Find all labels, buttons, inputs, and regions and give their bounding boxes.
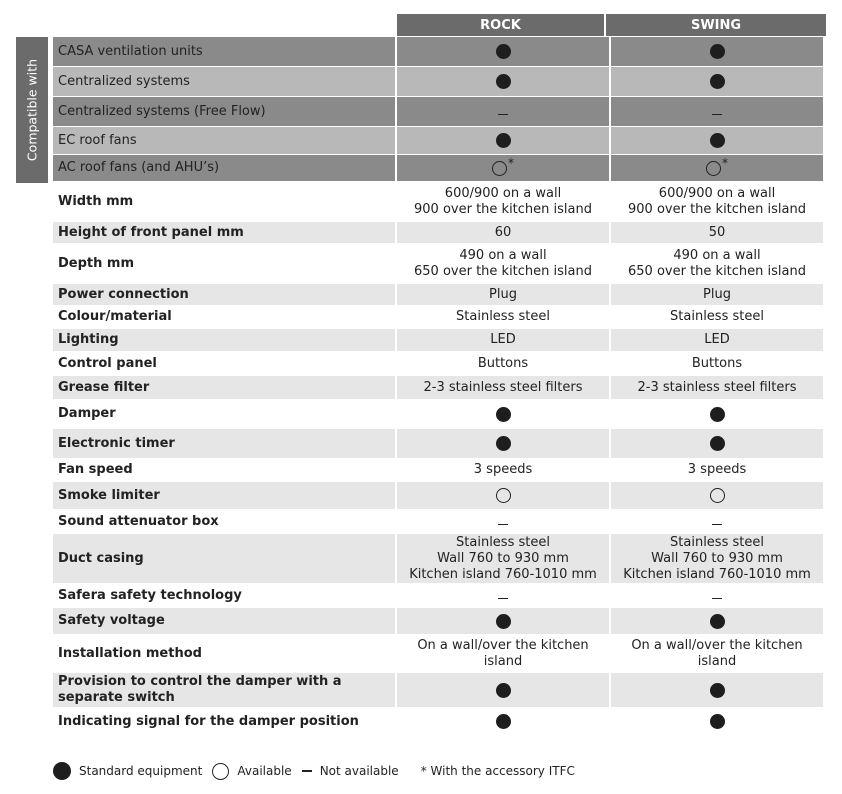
row-label: EC roof fans [53, 127, 395, 154]
cell-swing [609, 534, 823, 583]
dash-icon [498, 598, 508, 600]
row-label: Fan speed [53, 459, 395, 481]
row-label: Safera safety technology [53, 584, 395, 607]
cell-rock [395, 352, 609, 375]
table-row [53, 155, 826, 182]
cell-swing [609, 306, 823, 328]
cell-text: LED [704, 332, 730, 347]
filled-dot-icon [496, 436, 511, 451]
cell-swing [609, 510, 823, 533]
cell-text: 60 [494, 224, 512, 240]
legend [53, 762, 585, 780]
cell-rock [395, 182, 609, 221]
cell-swing [609, 182, 823, 221]
cell-rock [395, 459, 609, 481]
cell-text: 490 on a wall 650 over the kitchen island [628, 247, 806, 279]
compatible-with-label: Compatible with [16, 37, 48, 183]
dash-icon [302, 770, 312, 772]
filled-dot-icon [710, 44, 725, 59]
table-row [53, 222, 826, 244]
cell-rock [395, 608, 609, 634]
table-row [53, 510, 826, 534]
row-label: Safety voltage [53, 608, 395, 634]
legend-available: Available [212, 763, 291, 780]
filled-dot-icon [496, 407, 511, 422]
table-row [53, 329, 826, 352]
cell-swing [609, 329, 823, 351]
legend-not-available: Not available [302, 764, 399, 778]
cell-swing [609, 635, 823, 672]
cell-swing [609, 352, 823, 375]
cell-swing [609, 584, 823, 607]
table-row [53, 429, 826, 459]
table-row [53, 635, 826, 673]
cell-rock [395, 376, 609, 399]
cell-text: 600/900 on a wall 900 over the kitchen island [414, 185, 592, 217]
filled-dot-icon [496, 683, 511, 698]
table-row [53, 400, 826, 429]
cell-rock [395, 127, 609, 154]
cell-rock [395, 284, 609, 305]
cell-text: Buttons [477, 355, 529, 371]
table-row [53, 376, 826, 400]
table-row [53, 584, 826, 608]
row-label: Lighting [53, 329, 395, 351]
row-label: Damper [53, 400, 395, 428]
filled-dot-icon [496, 133, 511, 148]
row-label: Indicating signal for the damper position [53, 708, 395, 735]
table-row [53, 244, 826, 284]
table-row [53, 673, 826, 708]
cell-rock [395, 510, 609, 533]
row-label: Control panel [53, 352, 395, 375]
filled-dot-icon [710, 614, 725, 629]
empty-ring-icon [492, 161, 507, 176]
cell-rock [395, 306, 609, 328]
cell-rock [395, 97, 609, 126]
filled-dot-icon [710, 436, 725, 451]
cell-swing [609, 37, 823, 66]
cell-text: Stainless steel [456, 309, 550, 324]
table-row [53, 708, 826, 736]
cell-rock [395, 222, 609, 243]
filled-dot-icon [53, 762, 71, 780]
cell-text: 600/900 on a wall 900 over the kitchen island [628, 185, 806, 217]
cell-text: Stainless steel Wall 760 to 930 mm Kitchen island 760-1010 mm [623, 534, 811, 582]
table-row [53, 459, 826, 482]
filled-dot-icon [710, 714, 725, 729]
row-label: Smoke limiter [53, 482, 395, 509]
cell-text: Stainless steel [670, 309, 764, 324]
legend-standard: Standard equipment [53, 762, 202, 780]
cell-swing [609, 429, 823, 458]
dash-icon [712, 114, 722, 116]
cell-swing [609, 376, 823, 399]
table-row [53, 534, 826, 584]
filled-dot-icon [496, 74, 511, 89]
cell-text: LED [490, 332, 516, 347]
row-label: Height of front panel mm [53, 222, 395, 243]
row-label: Duct casing [53, 534, 395, 583]
cell-swing [609, 708, 823, 735]
cell-text: 3 speeds [473, 462, 533, 477]
filled-dot-icon [710, 133, 725, 148]
filled-dot-icon [496, 714, 511, 729]
cell-swing [609, 400, 823, 428]
cell-swing [609, 155, 823, 181]
filled-dot-icon [496, 614, 511, 629]
table-row [53, 127, 826, 155]
cell-rock [395, 482, 609, 509]
cell-swing [609, 222, 823, 243]
row-label: Provision to control the damper with a separate switch [53, 673, 395, 707]
cell-rock [395, 37, 609, 66]
row-label: Installation method [53, 635, 395, 672]
dash-icon [498, 524, 508, 526]
cell-rock [395, 329, 609, 351]
cell-swing [609, 67, 823, 96]
column-header-swing: SWING [606, 14, 826, 36]
table-row [53, 37, 826, 67]
row-label: Width mm [53, 182, 395, 221]
cell-swing [609, 459, 823, 481]
row-label: AC roof fans (and AHU’s) [53, 155, 395, 181]
cell-text: Plug [489, 286, 517, 302]
cell-rock [395, 584, 609, 607]
cell-swing [609, 608, 823, 634]
cell-rock [395, 429, 609, 458]
cell-text: Plug [703, 286, 731, 302]
row-label: Colour/material [53, 306, 395, 328]
row-label: Sound attenuator box [53, 510, 395, 533]
cell-rock [395, 635, 609, 672]
row-label: Power connection [53, 284, 395, 305]
row-label: CASA ventilation units [53, 37, 395, 66]
table-row [53, 97, 826, 127]
table-row [53, 352, 826, 376]
asterisk-mark: * [508, 156, 514, 170]
row-label: Centralized systems [53, 67, 395, 96]
empty-ring-icon [212, 763, 229, 780]
cell-rock [395, 534, 609, 583]
empty-ring-icon [706, 161, 721, 176]
cell-text: 490 on a wall 650 over the kitchen island [414, 247, 592, 279]
cell-swing [609, 97, 823, 126]
cell-text: 2-3 stainless steel filters [637, 379, 797, 395]
cell-text: Stainless steel Wall 760 to 930 mm Kitchen island 760-1010 mm [409, 534, 597, 582]
row-label: Depth mm [53, 244, 395, 283]
filled-dot-icon [710, 683, 725, 698]
table-row [53, 306, 826, 329]
table-row [53, 284, 826, 306]
cell-text: Buttons [691, 355, 743, 371]
cell-text: 2-3 stainless steel filters [423, 379, 583, 395]
dash-icon [712, 598, 722, 600]
cell-swing [609, 284, 823, 305]
cell-rock [395, 708, 609, 735]
cell-text: 50 [708, 224, 726, 240]
table-row [53, 608, 826, 635]
row-label: Electronic timer [53, 429, 395, 458]
cell-rock [395, 673, 609, 707]
cell-swing [609, 244, 823, 283]
filled-dot-icon [710, 407, 725, 422]
spec-table [53, 37, 826, 736]
cell-text: 3 speeds [687, 462, 747, 477]
cell-swing [609, 127, 823, 154]
table-row [53, 482, 826, 510]
cell-text: On a wall/over the kitchen island [631, 637, 803, 669]
asterisk-mark: * [722, 156, 728, 170]
empty-ring-icon [496, 488, 511, 503]
legend-accessory-note: * With the accessory ITFC [420, 764, 575, 778]
table-row [53, 67, 826, 97]
cell-rock [395, 155, 609, 181]
row-label: Grease filter [53, 376, 395, 399]
empty-ring-icon [710, 488, 725, 503]
cell-swing [609, 482, 823, 509]
dash-icon [712, 524, 722, 526]
cell-rock [395, 67, 609, 96]
filled-dot-icon [496, 44, 511, 59]
cell-swing [609, 673, 823, 707]
row-label: Centralized systems (Free Flow) [53, 97, 395, 126]
cell-rock [395, 400, 609, 428]
dash-icon [498, 114, 508, 116]
column-header-rock: ROCK [397, 14, 604, 36]
filled-dot-icon [710, 74, 725, 89]
cell-rock [395, 244, 609, 283]
table-row [53, 182, 826, 222]
cell-text: On a wall/over the kitchen island [417, 637, 589, 669]
